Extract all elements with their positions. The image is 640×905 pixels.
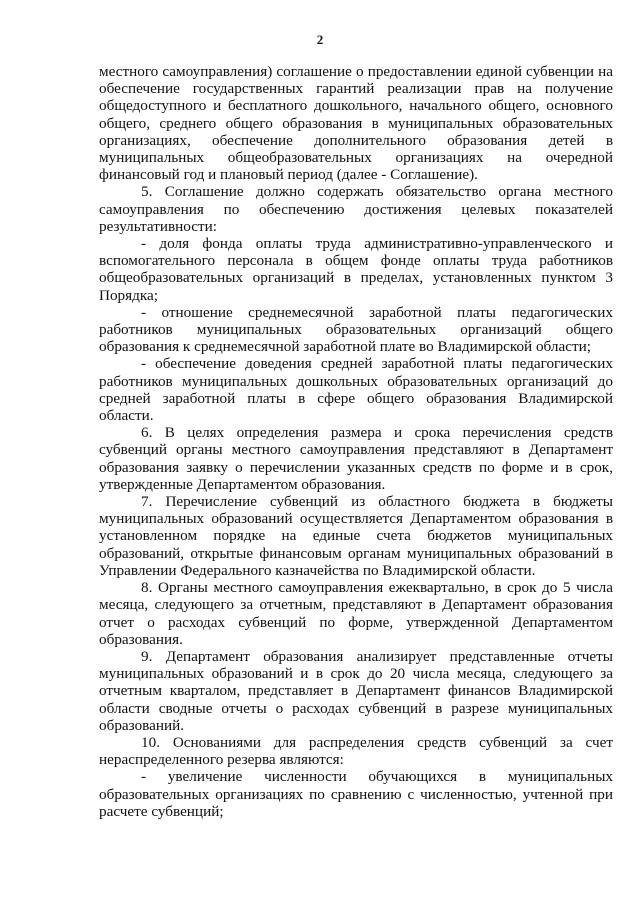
paragraph-8: 8. Органы местного самоуправления ежеквартально, в срок до 5 числа месяца, следующего за отчетным, представляют в Департамент образования отчет о расходах субвенций по форме, утвержденной Департаментом образования.	[99, 579, 613, 648]
list-item-staff-wage-share: - доля фонда оплаты труда административно-управленческого и вспомогательного персонала в общем фонде оплаты труда работников общеобразовательных организаций в пределах, установленных пунктом 3 Порядка;	[99, 235, 613, 304]
paragraph-5: 5. Соглашение должно содержать обязательство органа местного самоуправления по обеспечению достижения целевых показателей результативности:	[99, 183, 613, 235]
paragraph-9: 9. Департамент образования анализирует представленные отчеты муниципальных образований и в срок до 20 числа месяца, следующего за отчетным кварталом, представляет в Департамент финансов Владимирской области сводные отчеты о расходах субвенций в разрезе муниципальных образований.	[99, 647, 613, 734]
document-body	[99, 63, 613, 820]
page-number: 2	[316, 32, 324, 47]
paragraph-7: 7. Перечисление субвенций из областного бюджета в бюджеты муниципальных образований осуществляется Департаментом образования в установленном порядке на единые счета бюджетов муниципальных образований, открытые финансовым органам муниципальных образований в Управлении Федерального казначейства по Владимирской области.	[99, 493, 613, 579]
paragraph-10: 10. Основаниями для распределения средств субвенций за счет нераспределенного резерва являются:	[99, 733, 613, 769]
paragraph-6: 6. В целях определения размера и срока перечисления средств субвенций органы местного самоуправления представляют в Департамент образования заявку о перечислении указанных средств по форме и в срок, утвержденные Департаментом образования.	[99, 424, 613, 493]
list-item-student-increase: - увеличение численности обучающихся в муниципальных образовательных организациях по сравнению с численностью, учтенной при расчете субвенций;	[99, 768, 613, 820]
paragraph-agreement-continuation: местного самоуправления) соглашение о предоставлении единой субвенции на обеспечение государственных гарантий реализации прав на получение общедоступного и бесплатного дошкольного, начального общего, основного общего, среднего общего образования в муниципальных образовательных организациях, обеспечение дополнительного образования детей в муниципальных общеобразовательных организациях на очередной финансовый год и плановый период (далее - Соглашение).	[99, 63, 613, 184]
list-item-preschool-wage: - обеспечение доведения средней заработной платы педагогических работников муниципальных дошкольных образовательных организаций до средней заработной платы в сфере общего образования Владимирской области.	[99, 355, 613, 425]
list-item-teacher-wage-ratio: - отношение среднемесячной заработной платы педагогических работников муниципальных образовательных организаций общего образования к среднемесячной заработной плате во Владимирской области;	[99, 303, 613, 356]
